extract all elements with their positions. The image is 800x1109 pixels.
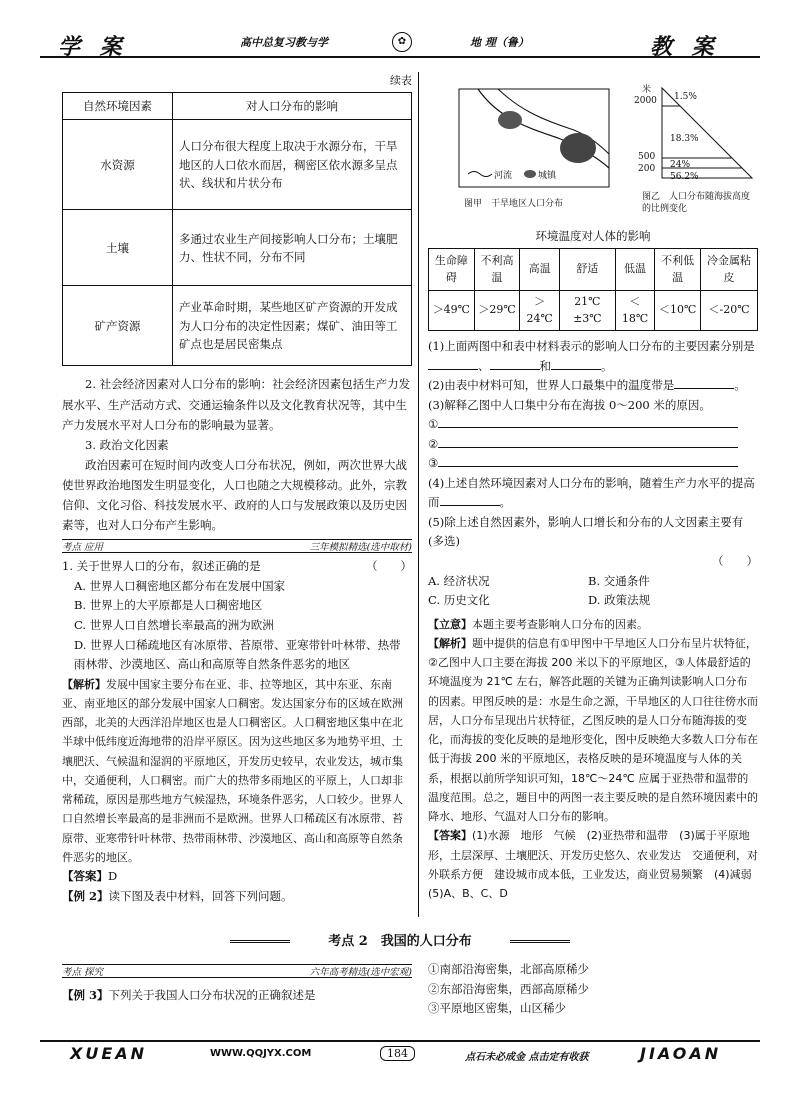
footer-right-logo: JIAOAN xyxy=(640,1044,722,1063)
town-cluster xyxy=(560,133,596,163)
analysis-block: 【解析】题中提供的信息有①甲图中干旱地区人口分布呈片状特征，②乙图中人口主要在海拔 200 米以下的平原地区，③人体最舒适的环境温度为 21℃ 左右，解答此题的关键为正确判读影响人口分布的因素。甲图反映的是：水是生命之源，干旱地区的人口往往傍水而居，人口分布呈现出片状特征，乙图反映的是人口分布随海拔的变化，而海拔的变化反映的是地形变化，图中反映绝大多数人口分布在低于海拔 200 米的平原地区，表格反映的是环境温度与人体的关系，根据以前所学知识可知，18℃～24℃ 应属于亚热带和温带的温度范围。总之，题目中的两图一表主要反映的是自然环境因素中的降水、地形、气温对人口分布的影响。 xyxy=(428,636,758,824)
section-bar-application: 考点 应用 三年模拟精选(选中取材) xyxy=(62,539,412,553)
factor-table-header: 自然环境因素 xyxy=(63,93,173,120)
altitude-label: 500 xyxy=(638,152,656,162)
header-emblem-icon: ✿ xyxy=(392,32,412,52)
figure-b-caption: 图乙 人口分布随海拔高度的比例变化 xyxy=(642,192,751,214)
figures xyxy=(428,82,758,222)
answer-paren: （ ） xyxy=(366,559,412,574)
option: A. 世界人口稠密地区都分布在发展中国家 xyxy=(74,578,286,593)
continued-label: 续表 xyxy=(390,74,412,87)
table-row: 土壤 多通过农业生产间接影响人口分布；土壤肥力、性状不同，分布不同 xyxy=(63,210,412,286)
example-2-stem: 【例 2】读下图及表中材料，回答下列问题。 xyxy=(62,888,293,903)
legend-river: 河流 xyxy=(494,171,513,181)
table-row: 水资源 人口分布很大程度上取决于水源分布，干旱地区的人口依水而居，稠密区依水源多呈点状、线状和片状分布 xyxy=(63,120,412,210)
factor-table-header: 对人口分布的影响 xyxy=(173,93,412,120)
intent-block: 【立意】本题主要考查影响人口分布的因素。 xyxy=(428,617,648,631)
altitude-percent: 24% xyxy=(670,160,691,170)
option: B. 世界上的大平原都是人口稠密地区 xyxy=(74,598,263,613)
figure-arid-population-map xyxy=(458,88,628,198)
town-cluster xyxy=(498,111,522,129)
question-stem: 1. 关于世界人口的分布，叙述正确的是 xyxy=(62,559,261,574)
factor-table xyxy=(62,92,412,366)
bottom-left xyxy=(62,960,412,1006)
page-header xyxy=(40,30,760,64)
answer-block: 【答案】(1)水源 地形 气候 (2)亚热带和温带 (3)属于平原地形，土层深厚、土壤肥沃、开发历史悠久、农业发达 交通便利，对外联系方便 建设城市成本低，工业发达，商业贸易频繁 (4)减弱 (5)A、B、C、D xyxy=(428,829,763,901)
section-bar-explore: 考点 探究 六年高考精选(选中宏观) xyxy=(62,964,412,978)
left-column xyxy=(62,72,412,906)
option: C. 世界人口自然增长率最高的洲为欧洲 xyxy=(74,618,274,633)
list-item: ②东部沿海密集，西部高原稀少 xyxy=(428,981,589,996)
option: D. 世界人口稀疏地区有冰原带、苔原带、亚寒带针叶林带、热带雨林带、沙漠地区、高山和高原等自然条件恶劣的地区 xyxy=(74,637,401,672)
right-column xyxy=(428,82,763,903)
altitude-label: 200 xyxy=(638,164,656,174)
footer-url: WWW.QQJYX.COM xyxy=(210,1048,312,1059)
temperature-table: 生命障碍 不利高温 高温 舒适 低温 不利低温 冷金属粘皮 ＞49℃ ＞29℃ ＞24℃ 21℃±3℃ ＜18℃ ＜10℃ ＜-20℃ xyxy=(428,248,758,331)
analysis-block: 【解析】发展中国家主要分布在亚、非、拉等地区，其中东亚、东南亚、南亚地区的部分发展中国家人口稠密。发达国家分布的区域在欧洲西部，北美的大西洋沿岸地区也是人口稠密区。人口稠密地区集中在北半球中低纬度近海地带的沿岸平原区。因为这些地区多为地势平坦、土壤肥沃、气候温和湿润的平原地区，开发历史较早，农业发达，城市集中，交通便利，人口稠密。而广大的热带多雨地区的平原上，人口却非常稀疏，原因是那些地方气候湿热，环境条件恶劣，人口较少。世界人口自然增长率最高的是非洲而不是欧洲。世界人口稀疏区有冰原带、苔原带、亚寒带针叶林带、热带雨林带、沙漠地区、高山和高原等自然条件恶劣的地区。 xyxy=(62,677,403,864)
body-paragraph: 2. 社会经济因素对人口分布的影响：社会经济因素包括生产力发展水平、生产活动方式、交通运输条件以及文化教育状况等，其中生产力发展水平对人口分布的影响最为显著。 xyxy=(62,377,411,432)
altitude-percent: 1.5% xyxy=(674,92,697,102)
header-left-logo: 学 案 xyxy=(58,35,128,60)
header-right-logo: 教 案 xyxy=(650,35,720,60)
example-3-stem: 【例 3】下列关于我国人口分布状况的正确叙述是 xyxy=(62,988,316,1002)
list-item: ①南部沿海密集，北部高原稀少 xyxy=(428,962,589,976)
header-rule xyxy=(40,56,760,58)
section-title: 考点 2 我国的人口分布 xyxy=(230,930,570,950)
footer-slogan: 点石未必成金 点击定有收获 xyxy=(465,1052,589,1063)
body-paragraph: 政治因素可在短时间内改变人口分布状况，例如，两次世界大战使世界政治地图发生明显变化，人口也随之大规模移动。此外，宗教信仰、文化习俗、科技发展水平、政府的人口与发展政策以及历史因素等，也对人口分布产生影响。 xyxy=(62,457,407,533)
answer-block: 【答案】D xyxy=(62,869,118,884)
figure-a-caption: 图甲 干旱地区人口分布 xyxy=(464,199,564,209)
sub-questions: (1)上面两图中和表中材料表示的影响人口分布的主要因素分别是、 和 。 (2)由表中材料可知，世界人口最集中的温度带是 。 (3)解释乙图中人口集中分布在海拔 0～200 米的原因。 ① ② ③ (4)上述自然环境因素对人口分布的影响，随着生产力水平的提高而 。 (5)除上述自然因素外，影响人口增长和分布的人文因素主要有(多选) （ ） A. 经济状况 B. 交通条件 C. 历史文化 D. 政策法规 xyxy=(428,339,758,608)
page-footer xyxy=(40,1040,760,1070)
page-number: 184 xyxy=(380,1046,415,1061)
body-paragraph: 3. 政治文化因素 xyxy=(85,437,169,452)
footer-left-logo: XUEAN xyxy=(70,1044,148,1063)
question-1 xyxy=(62,557,412,674)
temp-table-title: 环境温度对人体的影响 xyxy=(535,229,651,243)
table-row: 矿产资源 产业革命时期，某些地区矿产资源的开发成为人口分布的决定性因素；煤矿、油田等工矿点也是居民密集点 xyxy=(63,286,412,366)
altitude-percent: 56.2% xyxy=(670,172,699,182)
list-item: ③平原地区密集，山区稀少 xyxy=(428,1001,566,1016)
legend-town: 城镇 xyxy=(538,171,557,181)
column-divider xyxy=(418,72,419,917)
header-series-title: 高中总复习教与学 xyxy=(240,36,328,49)
altitude-label: 2000 xyxy=(634,96,657,106)
altitude-unit: 米 xyxy=(642,85,652,95)
header-subject: 地 理（鲁） xyxy=(470,36,529,49)
example-3-items xyxy=(428,960,758,1019)
altitude-percent: 18.3% xyxy=(670,134,699,144)
